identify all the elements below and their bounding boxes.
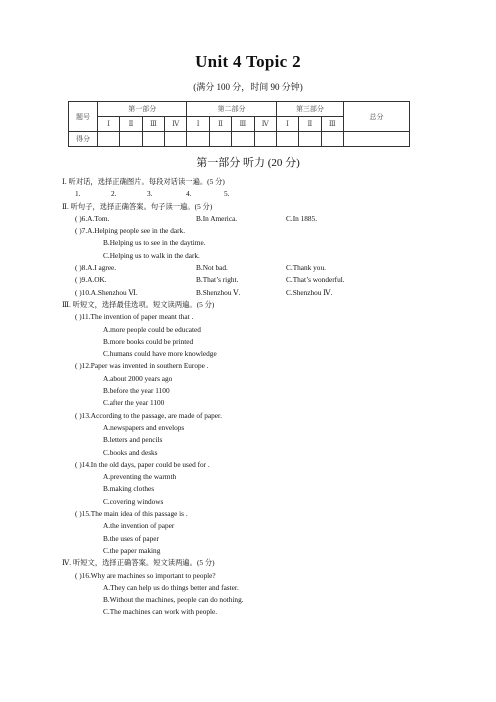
score-cell[interactable] [276,132,298,147]
option-c: C.covering windows [103,496,164,506]
score-col: Ⅰ [276,117,298,132]
score-table-part1: 第一部分 [98,102,187,117]
option-b: B.That’s right. [196,275,239,285]
option-a: A.They can help us do things better and faster. [103,582,239,592]
score-col: Ⅱ [209,117,231,132]
question-14: ( )14.In the old days, paper could be used for . [75,459,210,469]
option-b: B.Not bad. [196,263,228,273]
picture-item: 3. [147,189,153,199]
score-table-part3: 第三部分 [276,102,343,117]
part3-heading: Ⅲ. 听短文，选择最佳选项。短文读两遍。(5 分) [62,299,215,309]
option-b: B.Helping us to see in the daytime. [103,238,206,248]
picture-item: 1. [75,189,81,199]
option-b: B.Shenzhou Ⅴ. [196,287,241,297]
option-c: C.Shenzhou Ⅳ. [286,287,333,297]
score-col: Ⅱ [120,117,142,132]
score-table-total: 总分 [344,102,410,132]
question-12: ( )12.Paper was invented in southern Europe . [75,361,209,371]
score-table-row-label: 题号 [69,102,98,132]
question-15: ( )15.The main idea of this passage is . [75,509,188,519]
score-cell[interactable] [344,132,410,147]
option-b: B.making clothes [103,484,155,494]
score-cell[interactable] [142,132,164,147]
option-b: B.before the year 1100 [103,386,170,396]
option-c: C.That’s wonderful. [286,275,345,285]
question-6: ( )6.A.Tom. [75,213,110,223]
option-a: A.about 2000 years ago [103,373,173,383]
question-list [0,176,496,619]
section-title: 第一部分 听力 (20 分) [196,157,300,169]
part1-heading: Ⅰ. 听对话，选择正确图片。每段对话读一遍。(5 分) [62,177,225,186]
option-b: B.more books could be printed [103,336,194,346]
option-a: A.more people could be educated [103,324,201,334]
page-subtitle: (满分 100 分，时间 90 分钟) [193,82,303,92]
question-7: ( )7.A.Helping people see in the dark. [75,226,186,236]
score-table-score-label: 得分 [69,132,98,147]
score-cell[interactable] [98,132,120,147]
option-a: A.newspapers and envelops [103,422,185,432]
question-9: ( )9.A.OK. [75,275,107,285]
score-col: Ⅱ [299,117,321,132]
question-13: ( )13.According to the passage, are made of paper. [75,410,222,420]
score-cell[interactable] [232,132,254,147]
question-11: ( )11.The invention of paper meant that . [75,312,194,322]
score-table-part2: 第二部分 [187,102,276,117]
part4-heading: Ⅳ. 听短文，选择正确答案。短文读两遍。(5 分) [62,558,215,568]
option-c: C.Thank you. [286,263,326,273]
option-c: C.books and desks [103,447,158,457]
option-c: C.Helping us to walk in the dark. [103,250,200,260]
score-cell[interactable] [120,132,142,147]
score-cell[interactable] [187,132,209,147]
score-cell[interactable] [209,132,231,147]
score-col: Ⅲ [321,117,343,132]
option-c: C.the paper making [103,545,161,555]
option-a: A.preventing the warmth [103,472,177,482]
score-col: Ⅳ [165,117,187,132]
option-b: B.letters and pencils [103,435,163,445]
option-c: C.humans could have more knowledge [103,349,217,359]
option-b: B.the uses of paper [103,533,159,543]
score-col: Ⅳ [254,117,276,132]
score-cell[interactable] [299,132,321,147]
option-c: C.In 1885. [286,213,318,223]
option-a: A.the invention of paper [103,521,175,531]
score-cell[interactable] [321,132,343,147]
score-table [68,101,410,147]
part2-heading: Ⅱ. 听句子，选择正确答案。句子读一遍。(5 分) [62,201,213,211]
page-title: Unit 4 Topic 2 [195,52,301,71]
option-c: C.after the year 1100 [103,398,165,408]
option-b: B.In America. [196,213,238,223]
picture-item: 2. [111,189,117,199]
picture-item: 5. [224,189,230,199]
question-16: ( )16.Why are machines so important to people? [75,570,216,580]
option-c: C.The machines can work with people. [103,607,218,617]
score-cell[interactable] [165,132,187,147]
picture-item: 4. [186,189,192,199]
question-10: ( )10.A.Shenzhou Ⅵ. [75,287,138,297]
option-b: B.Without the machines, people can do nothing. [103,595,244,605]
score-col: Ⅰ [187,117,209,132]
score-col: Ⅰ [98,117,120,132]
score-col: Ⅲ [142,117,164,132]
score-cell[interactable] [254,132,276,147]
question-8: ( )8.A.I agree. [75,263,117,273]
score-col: Ⅲ [232,117,254,132]
